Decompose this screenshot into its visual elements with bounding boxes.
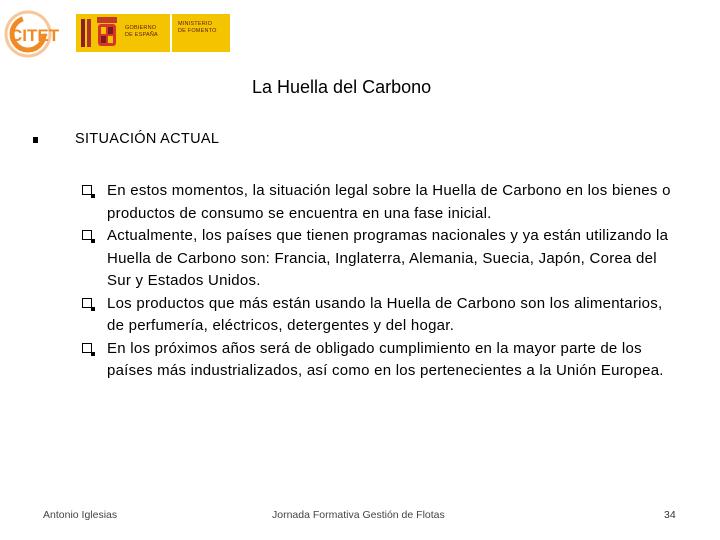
list-item	[80, 293, 680, 338]
slide-title: La Huella del Carbono	[252, 77, 432, 97]
ministry-text-line-1: MINISTERIO	[178, 21, 213, 27]
square-bullet-icon	[33, 137, 38, 143]
checkbox-bullet-icon	[82, 230, 92, 240]
coat-of-arms-pillar-icon	[79, 17, 93, 49]
gov-text-line-2: DE ESPAÑA	[125, 32, 158, 38]
list-item-text: Los productos que más están usando la Huella de Carbono son los alimentarios, de perfumería, eléctricos, detergentes y del hogar.	[107, 294, 663, 334]
list-item-text: En los próximos años será de obligado cumplimiento en la mayor parte de los países más industrializados, así como en los pertenecientes a la Unión Europea.	[107, 339, 664, 379]
checkbox-bullet-icon	[82, 185, 92, 195]
checkbox-bullet-icon	[82, 343, 92, 353]
citet-logo	[4, 4, 66, 64]
ministry-text-line-2: DE FOMENTO	[178, 28, 217, 34]
footer-event: Jornada Formativa Gestión de Flotas	[272, 509, 445, 521]
page-number: 34	[664, 509, 676, 521]
list-item	[80, 225, 680, 293]
footer-author: Antonio Iglesias	[43, 509, 118, 521]
list-item-text: Actualmente, los países que tienen programas nacionales y ya están utilizando la Huella de Carbono son: Francia, Inglaterra, Alemania, Suecia, Japón, Corea del Sur y Estados Unidos.	[107, 227, 669, 289]
list-item	[80, 180, 680, 225]
bullet-list	[80, 180, 680, 383]
government-logo	[76, 14, 230, 52]
gov-text-line-1: GOBIERNO	[125, 25, 157, 31]
citet-logo-text: CITET	[10, 26, 60, 45]
coat-of-arms-icon	[94, 17, 120, 49]
list-item	[80, 338, 680, 383]
list-item-text: En estos momentos, la situación legal sobre la Huella de Carbono en los bienes o productos de consumo se encuentra en una fase inicial.	[107, 182, 671, 222]
section-heading: SITUACIÓN ACTUAL	[75, 131, 220, 147]
checkbox-bullet-icon	[82, 298, 92, 308]
